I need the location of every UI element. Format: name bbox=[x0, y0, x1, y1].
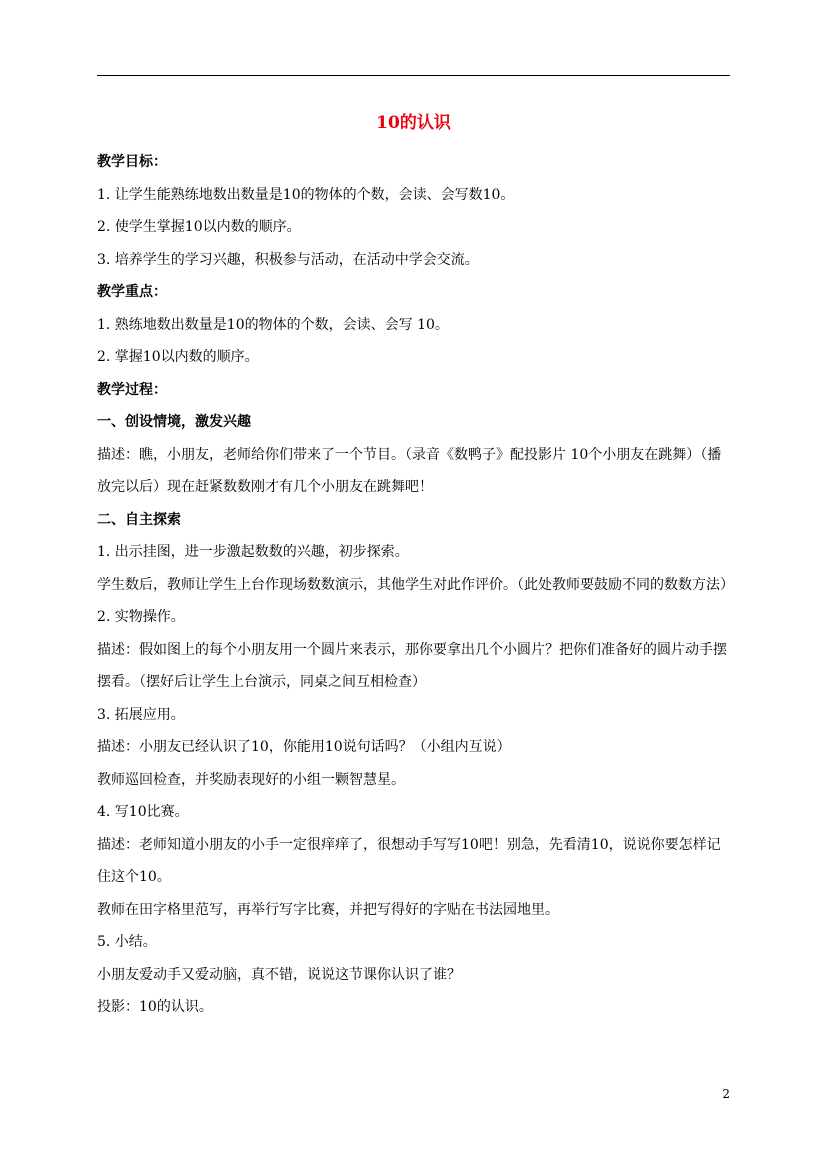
step3-description: 描述：小朋友已经认识了10，你能用10说句话吗？（小组内互说） bbox=[97, 739, 511, 755]
step2-heading: 2. 实物操作。 bbox=[97, 609, 185, 625]
part2-heading: 二、自主探索 bbox=[97, 511, 181, 528]
step5-note: 投影：10的认识。 bbox=[97, 999, 213, 1015]
step3-heading: 3. 拓展应用。 bbox=[97, 706, 185, 723]
step3-note: 教师巡回检查，并奖励表现好的小组一颗智慧星。 bbox=[97, 771, 405, 788]
process-heading: 教学过程： bbox=[97, 381, 167, 398]
key-point-item-1: 1. 熟练地数出数量是10的物体的个数，会读、会写 10。 bbox=[97, 316, 449, 333]
key-points-heading: 教学重点： bbox=[97, 284, 167, 300]
objective-item-2: 2. 使学生掌握10以内数的顺序。 bbox=[97, 219, 301, 235]
key-point-item-2: 2. 掌握10以内数的顺序。 bbox=[97, 349, 259, 365]
part1-description: 描述：瞧，小朋友，老师给你们带来了一个节目。（录音《数鸭子》配投影片 10个小朋友在跳舞）（播放完以后）现在赶紧数数刚才有几个小朋友在跳舞吧！ bbox=[97, 446, 722, 495]
step4-note: 教师在田字格里范写，再举行写字比赛，并把写得好的字贴在书法园地里。 bbox=[97, 901, 559, 918]
header-rule bbox=[97, 75, 730, 76]
objective-item-3: 3. 培养学生的学习兴趣，积极参与活动，在活动中学会交流。 bbox=[97, 251, 479, 268]
step1-heading: 1. 出示挂图，进一步激起数数的兴趣，初步探索。 bbox=[97, 544, 409, 560]
step5-heading: 5. 小结。 bbox=[97, 934, 157, 950]
document-title: 10的认识 bbox=[376, 113, 451, 133]
page-number: 2 bbox=[722, 1087, 730, 1101]
objective-item-1: 1. 让学生能熟练地数出数量是10的物体的个数，会读、会写数10。 bbox=[97, 186, 515, 203]
step1-note: 学生数后，教师让学生上台作现场数数演示，其他学生对此作评价。（此处教师要鼓励不同的数数方法） bbox=[97, 576, 734, 593]
document-body bbox=[97, 146, 733, 1024]
objectives-heading: 教学目标： bbox=[97, 154, 167, 170]
step2-description: 描述：假如图上的每个小朋友用一个圆片来表示，那你要拿出几个小圆片？把你们准备好的圆片动手摆摆看。（摆好后让学生上台演示，同桌之间互相检查） bbox=[97, 641, 727, 690]
step5-description: 小朋友爱动手又爱动脑，真不错，说说这节课你认识了谁？ bbox=[97, 966, 461, 983]
step4-description: 描述：老师知道小朋友的小手一定很痒痒了，很想动手写写10吧！别急，先看清10，说说你要怎样记住这个10。 bbox=[97, 836, 721, 885]
step4-heading: 4. 写10比赛。 bbox=[97, 804, 189, 820]
part1-heading: 一、创设情境，激发兴趣 bbox=[97, 414, 251, 430]
